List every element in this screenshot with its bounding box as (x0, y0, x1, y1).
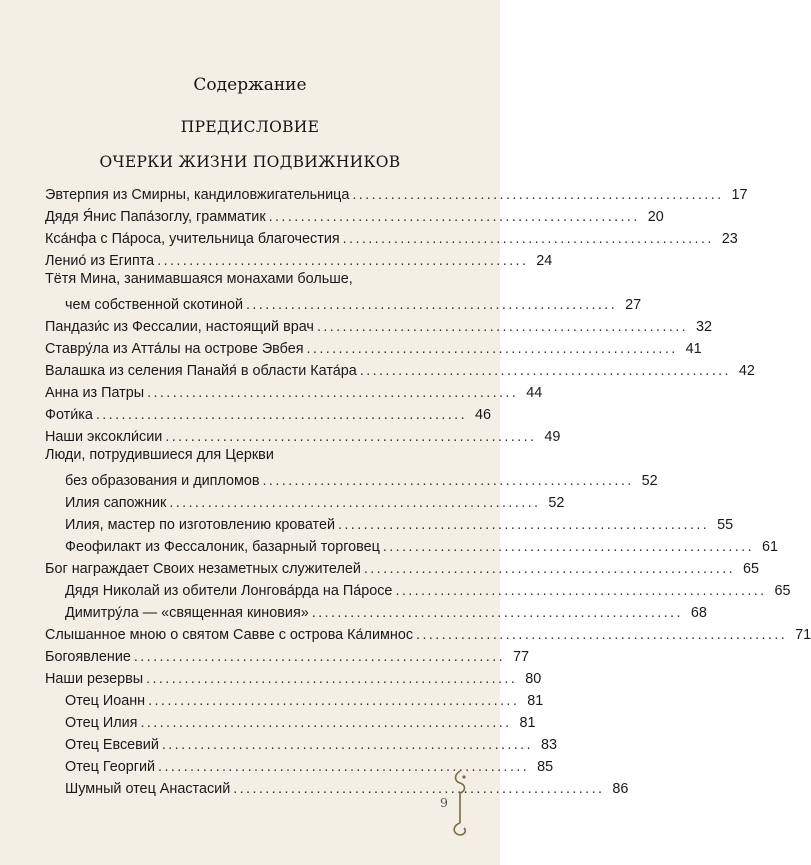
toc-entry-page: 65 (742, 561, 759, 577)
leader-dots: .......................................................... (158, 759, 530, 775)
toc-entry-page: 49 (544, 429, 561, 445)
toc-entry-title: Наши резервы (45, 671, 144, 687)
toc-entry-title: Илия сапожник (65, 495, 167, 511)
toc-entry-page: 44 (526, 385, 543, 401)
toc-entry-page: 52 (548, 495, 565, 511)
leader-dots: .......................................................... (311, 605, 683, 621)
contents-heading: Содержание (193, 75, 307, 95)
toc-entry (65, 732, 557, 754)
toc-entry (65, 710, 536, 732)
toc-entry-title: Ставру́ла из Атта́лы на острове Эвбея (45, 341, 304, 357)
toc-entry-page: 52 (641, 473, 658, 489)
toc-entry-page: 83 (540, 737, 557, 753)
toc-entry-page: 42 (738, 363, 755, 379)
toc-entry (45, 204, 664, 226)
toc-entry-title: Дядя Николай из обители Лонгова́рда на Па́росе (65, 583, 393, 599)
leader-dots: .......................................................... (95, 407, 467, 423)
toc-entry-title: без образования и дипломов (65, 473, 260, 489)
toc-entry-title: Димитру́ла — «священная киновия» (65, 605, 309, 621)
corner-ornament-icon (448, 769, 472, 839)
toc-entry-page: 81 (519, 715, 536, 731)
toc-entry-page: 46 (474, 407, 491, 423)
leader-dots: .......................................................... (233, 781, 605, 797)
toc-entry (45, 270, 457, 292)
toc-entry-title: Валашка из селения Панайя́ в области Ката́ра (45, 363, 357, 379)
leader-dots: .......................................................... (262, 473, 634, 489)
toc-entry-title: Пандази́с из Фессалии, настоящий врач (45, 319, 314, 335)
toc-entry-page: 55 (717, 517, 734, 533)
toc-entry-title: Тётя Мина, занимавшаяся монахами больше, (45, 271, 353, 287)
toc-entry-title: Шумный отец Анастасий (65, 781, 231, 797)
toc-entry-title: Фоти́ка (45, 407, 93, 423)
toc-entry (45, 226, 738, 248)
toc-entry-page: 27 (625, 297, 642, 313)
leader-dots: .......................................................... (147, 385, 519, 401)
leader-dots: .......................................................... (306, 341, 678, 357)
toc-entry-title: Эвтерпия из Смирны, кандиловжигательница (45, 187, 350, 203)
toc-entry (45, 556, 759, 578)
leader-dots: .......................................................... (148, 693, 520, 709)
leader-dots: .......................................................... (140, 715, 512, 731)
toc-entry (45, 644, 529, 666)
toc-entry-page: 65 (774, 583, 791, 599)
leader-dots: .......................................................... (157, 253, 529, 269)
toc-entry (45, 402, 491, 424)
toc-entry-page: 20 (647, 209, 664, 225)
toc-entry-title: чем собственной скотиной (65, 297, 243, 313)
toc-entry (65, 534, 778, 556)
toc-entry-title: Феофилакт из Фессалоник, базарный торговец (65, 539, 380, 555)
toc-entry-title: Анна из Патры (45, 385, 145, 401)
toc-entry (45, 424, 561, 446)
toc-entry (65, 468, 658, 490)
toc-entry (65, 754, 554, 776)
toc-entry (45, 314, 713, 336)
section-preface: ПРЕДИСЛОВИЕ (180, 118, 320, 136)
toc-entry (45, 336, 702, 358)
toc-entry-title: Отец Илия (65, 715, 138, 731)
page-number: 9 (440, 795, 448, 810)
leader-dots: .......................................................... (316, 319, 689, 335)
leader-dots: .......................................................... (338, 517, 710, 533)
leader-dots: .......................................................... (416, 627, 788, 643)
toc-entry-page: 24 (536, 253, 553, 269)
toc-entry (65, 776, 629, 798)
leader-dots: .......................................................... (268, 209, 640, 225)
toc-entry (45, 380, 543, 402)
toc-entry (45, 666, 542, 688)
toc-entry-title: Илия, мастер по изготовлению кроватей (65, 517, 336, 533)
toc-entry-page: 68 (690, 605, 707, 621)
toc-entry-title: Отец Иоанн (65, 693, 146, 709)
leader-dots: .......................................................... (382, 539, 754, 555)
section-essays: ОЧЕРКИ ЖИЗНИ ПОДВИЖНИКОВ (99, 153, 401, 171)
toc-entry-page: 80 (525, 671, 542, 687)
toc-entry-title: Наши эксокли́сии (45, 429, 163, 445)
toc-entry-page: 85 (537, 759, 554, 775)
toc-entry-page: 41 (685, 341, 702, 357)
toc-entry-title: Люди, потрудившиеся для Церкви (45, 447, 274, 463)
toc-entry-title: Ленио́ из Египта (45, 253, 155, 269)
toc-entry (65, 490, 565, 512)
toc-entry-title: Отец Евсевий (65, 737, 159, 753)
toc-entry (45, 622, 811, 644)
toc-entry (65, 292, 642, 314)
leader-dots: .......................................................... (165, 429, 537, 445)
toc-entry (45, 248, 553, 270)
toc-entry-page: 61 (761, 539, 778, 555)
toc-entry (65, 688, 544, 710)
toc-entry-title: Дядя Я́нис Папа́зоглу, грамматик (45, 209, 266, 225)
leader-dots: .......................................................... (359, 363, 731, 379)
toc-entry-page: 86 (612, 781, 629, 797)
toc-entry-page: 81 (527, 693, 544, 709)
toc-entry (65, 512, 734, 534)
toc-entry-page: 32 (696, 319, 713, 335)
toc-entry (65, 578, 791, 600)
leader-dots: .......................................................... (342, 231, 714, 247)
toc-entry-page: 17 (731, 187, 748, 203)
leader-dots: .......................................................... (146, 671, 518, 687)
toc-entry-page: 71 (795, 627, 811, 643)
toc-entry-page: 77 (512, 649, 529, 665)
leader-dots: .......................................................... (169, 495, 541, 511)
leader-dots: .......................................................... (161, 737, 533, 753)
leader-dots: .......................................................... (133, 649, 505, 665)
leader-dots: .......................................................... (363, 561, 735, 577)
toc-entry-title: Богоявление (45, 649, 131, 665)
toc-entry-title: Отец Георгий (65, 759, 156, 775)
toc-entry-title: Бог награждает Своих незаметных служителей (45, 561, 361, 577)
toc-entry-title: Кса́нфа с Па́роса, учительница благочестия (45, 231, 340, 247)
leader-dots: .......................................................... (246, 297, 618, 313)
toc-entry (45, 182, 748, 204)
toc-entry-page: 23 (721, 231, 738, 247)
toc-entry (45, 446, 457, 468)
leader-dots: .......................................................... (395, 583, 767, 599)
leader-dots: .......................................................... (352, 187, 724, 203)
toc-entry-title: Слышанное мною о святом Савве с острова Ка́лимнос (45, 627, 414, 643)
toc-entry (65, 600, 707, 622)
toc-entry (45, 358, 755, 380)
